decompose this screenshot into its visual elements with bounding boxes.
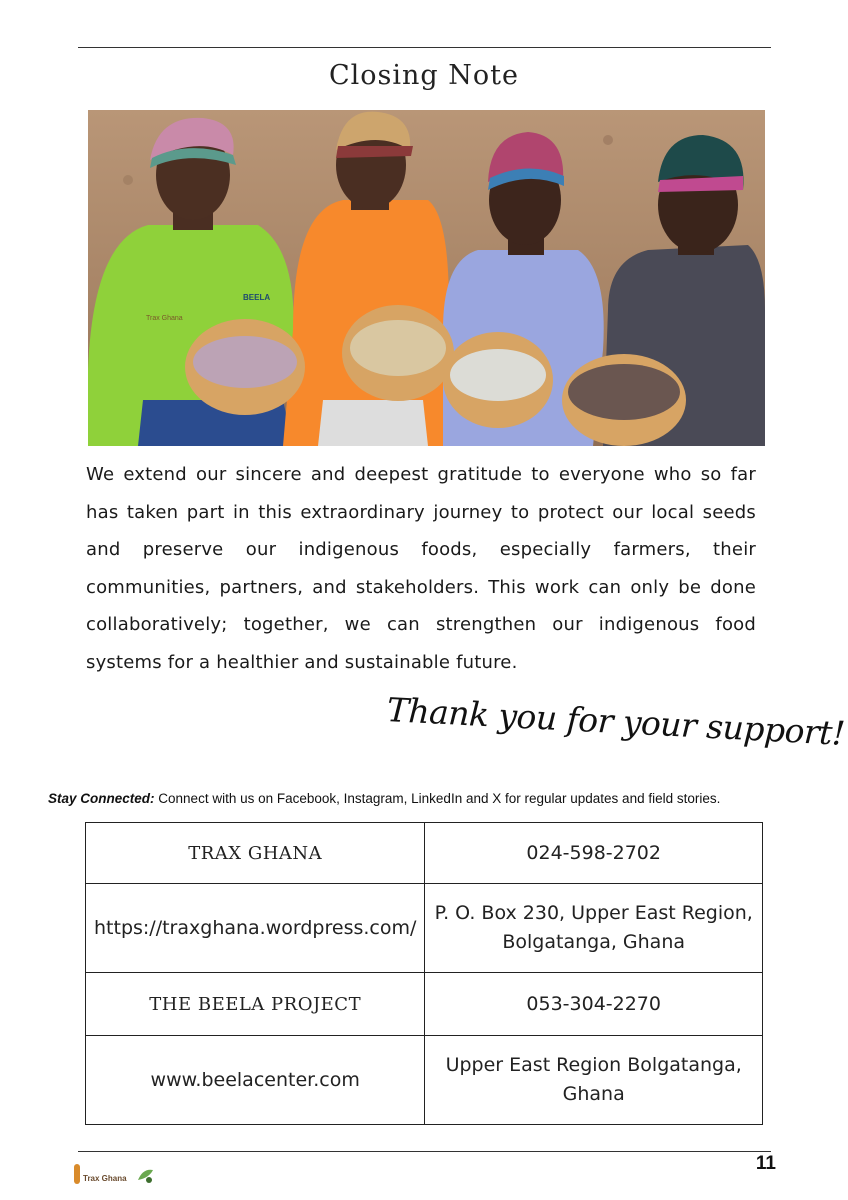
- phone-trax: 024-598-2702: [425, 823, 763, 884]
- page-title: Closing Note: [328, 60, 519, 91]
- website-beela[interactable]: www.beelacenter.com: [86, 1036, 425, 1125]
- table-row: [86, 884, 763, 973]
- stay-connected-label: Stay Connected:: [48, 791, 155, 806]
- footprint-icon: [74, 1164, 80, 1184]
- contacts-table: [85, 822, 763, 1125]
- svg-text:Trax Ghana: Trax Ghana: [146, 315, 183, 322]
- logo-text: Trax Ghana: [83, 1174, 127, 1183]
- phone-beela: 053-304-2270: [425, 973, 763, 1036]
- address-trax: P. O. Box 230, Upper East Region, Bolgatanga, Ghana: [425, 884, 763, 973]
- table-row: [86, 823, 763, 884]
- signature-text: Thank you for your support!: [385, 690, 846, 753]
- website-trax[interactable]: https://traxghana.wordpress.com/: [86, 884, 425, 973]
- bottom-rule: [78, 1151, 771, 1152]
- table-row: [86, 973, 763, 1036]
- address-beela: Upper East Region Bolgatanga, Ghana: [425, 1036, 763, 1125]
- org-name-trax: TRAX GHANA: [86, 823, 425, 884]
- gratitude-paragraph: We extend our sincere and deepest gratitude to everyone who so far has taken part in this extraordinary journey to protect our local seeds and preserve our indigenous foods, especially farmers, their communities, partners, and stakeholders. This work can only be done collaboratively; together, we can strengthen our indigenous food systems for a healthier and sustainable future.: [86, 464, 756, 673]
- svg-text:BEELA: BEELA: [243, 293, 271, 302]
- top-rule: [78, 47, 771, 48]
- org-name-beela: THE BEELA PROJECT: [86, 973, 425, 1036]
- trax-ghana-logo: [70, 1162, 130, 1188]
- stay-connected-text: Connect with us on Facebook, Instagram, LinkedIn and X for regular updates and field stories.: [154, 791, 721, 806]
- stay-connected: [48, 791, 828, 806]
- farmers-photo: [88, 110, 765, 446]
- page-number: 11: [755, 1153, 776, 1174]
- beela-logo-icon: [135, 1166, 157, 1186]
- table-row: [86, 1036, 763, 1125]
- woman-2: [283, 112, 449, 446]
